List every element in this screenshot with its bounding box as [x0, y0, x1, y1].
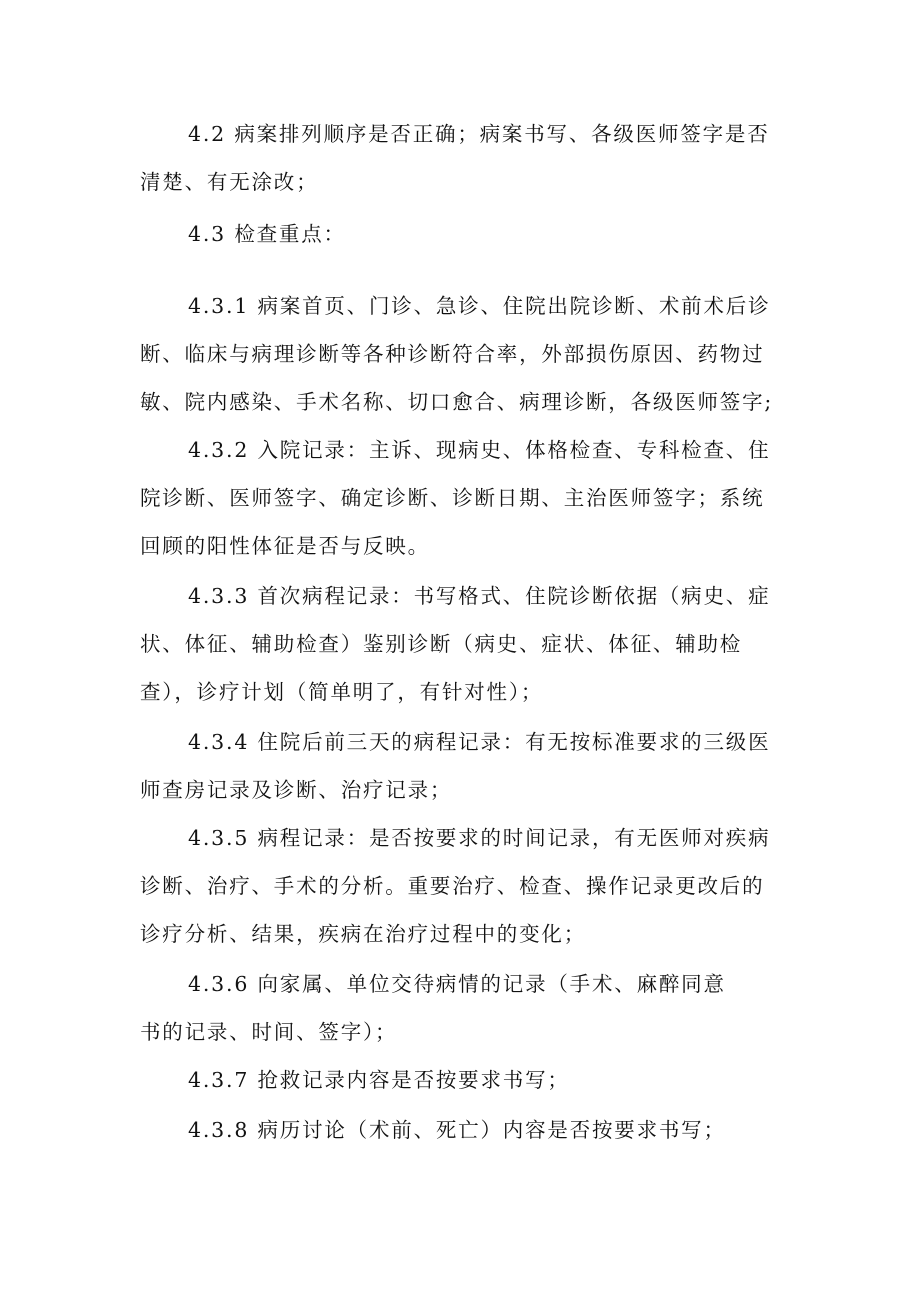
section-heading: 4.3 检查重点： [188, 222, 346, 246]
paragraph-line: 状、体征、辅助检查）鉴别诊断（病史、症状、体征、辅助检 [140, 632, 743, 656]
paragraph-4-3-6 [140, 960, 780, 1056]
paragraph-line: 4.3.6 向家属、单位交待病情的记录（手术、麻醉同意 [188, 972, 726, 996]
paragraph-line: 查），诊疗计划（简单明了，有针对性）； [140, 680, 544, 704]
paragraph-line: 敏、院内感染、手术名称、切口愈合、病理诊断，各级医师签字; [140, 390, 774, 414]
paragraph-line: 清楚、有无涂改； [140, 170, 319, 194]
paragraph-line: 诊断、治疗、手术的分析。重要治疗、检查、操作记录更改后的 [140, 874, 765, 898]
paragraph-4-3 [140, 210, 780, 258]
paragraph-line: 回顾的阳性体征是否与反映。 [140, 534, 430, 558]
paragraph-4-3-7 [140, 1056, 780, 1104]
paragraph-line: 4.3.3 首次病程记录：书写格式、住院诊断依据（病史、症 [188, 584, 771, 608]
paragraph-line: 4.2 病案排列顺序是否正确；病案书写、各级医师签字是否 [188, 122, 770, 146]
paragraph-4-2 [140, 110, 780, 206]
paragraph-line: 4.3.5 病程记录：是否按要求的时间记录，有无医师对疾病 [188, 826, 771, 850]
paragraph-line: 师查房记录及诊断、治疗记录； [140, 778, 453, 802]
paragraph-line: 4.3.8 病历讨论（术前、死亡）内容是否按要求书写； [188, 1118, 726, 1142]
paragraph-4-3-2 [140, 426, 780, 570]
paragraph-line: 断、临床与病理诊断等各种诊断符合率，外部损伤原因、药物过 [140, 342, 765, 366]
paragraph-line: 院诊断、医师签字、确定诊断、诊断日期、主治医师签字；系统 [140, 486, 765, 510]
paragraph-line: 4.3.4 住院后前三天的病程记录：有无按标准要求的三级医 [188, 730, 771, 754]
paragraph-4-3-8 [140, 1106, 780, 1154]
paragraph-line: 4.3.2 入院记录：主诉、现病史、体格检查、专科检查、住 [188, 438, 771, 462]
paragraph-4-3-1 [140, 282, 780, 426]
paragraph-line: 书的记录、时间、签字）； [140, 1020, 398, 1044]
paragraph-line: 4.3.1 病案首页、门诊、急诊、住院出院诊断、术前术后诊 [188, 294, 771, 318]
paragraph-4-3-4 [140, 718, 780, 814]
paragraph-line: 诊疗分析、结果，疾病在治疗过程中的变化； [140, 922, 586, 946]
paragraph-line: 4.3.7 抢救记录内容是否按要求书写； [188, 1068, 570, 1092]
paragraph-4-3-3 [140, 572, 780, 716]
paragraph-4-3-5 [140, 814, 780, 958]
